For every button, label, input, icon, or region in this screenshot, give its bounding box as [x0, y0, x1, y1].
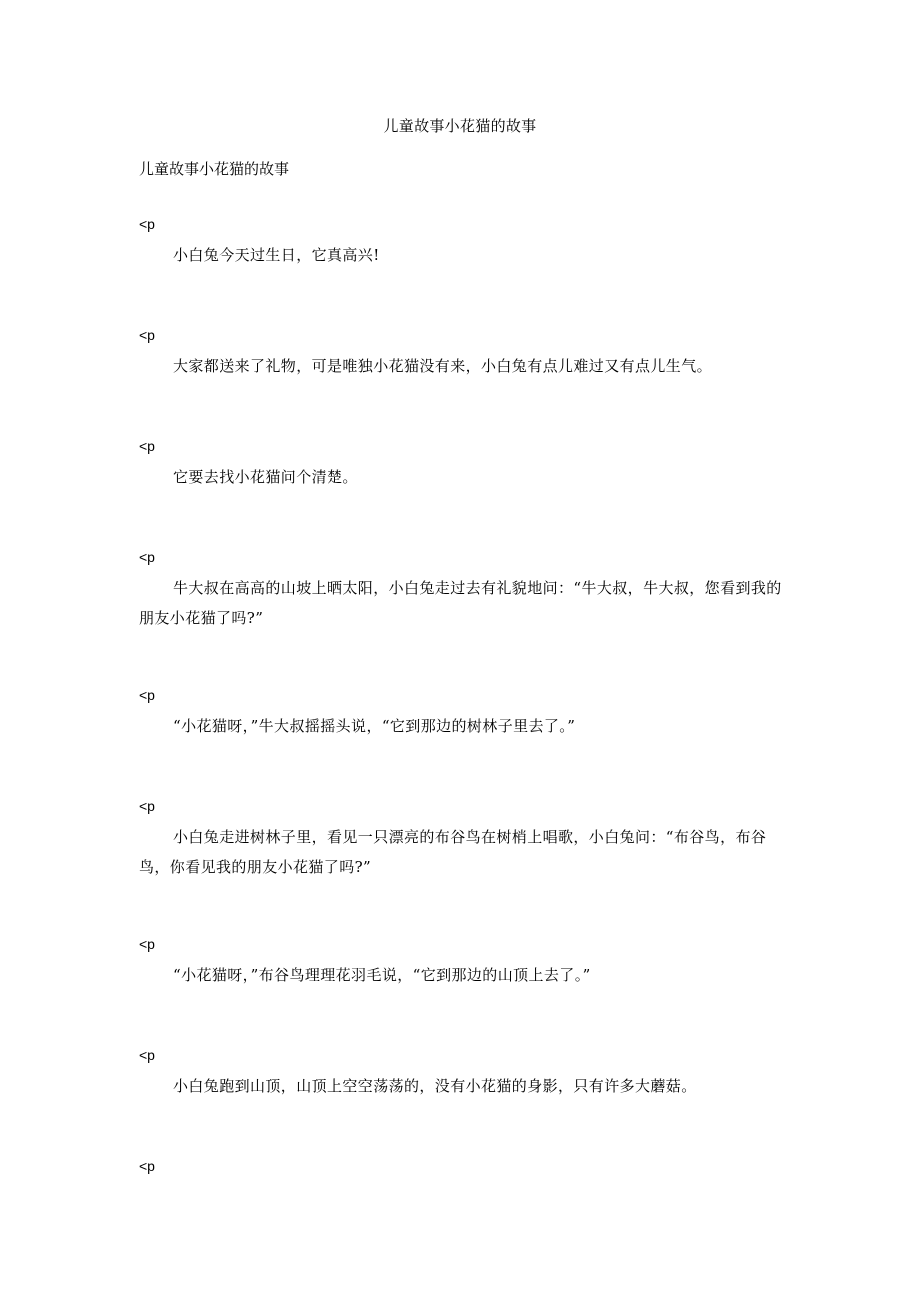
paragraph-block: [139, 797, 784, 882]
paragraph-text: 大家都送来了礼物，可是唯独小花猫没有来，小白兔有点儿难过又有点儿生气。: [173, 357, 713, 375]
paragraph-marker: <p: [139, 798, 155, 814]
paragraph-marker: <p: [139, 327, 155, 343]
paragraph-block: [139, 437, 784, 492]
paragraph-text: 小白兔走进树林子里，看见一只漂亮的布谷鸟在树梢上唱歌，小白兔问：“布谷鸟，布谷鸟，你看见我的朋友小花猫了吗?”: [139, 828, 767, 876]
document-subtitle: 儿童故事小花猫的故事: [139, 160, 290, 178]
paragraph-text: 小白兔今天过生日，它真高兴!: [173, 246, 380, 264]
paragraph-block: [139, 1157, 784, 1175]
paragraph-block: [139, 326, 784, 381]
paragraph-marker: <p: [139, 438, 155, 454]
paragraph-block: [139, 935, 784, 990]
paragraph-marker: <p: [139, 1047, 155, 1063]
paragraph-text: “小花猫呀，”牛大叔摇摇头说，“它到那边的树林子里去了。”: [173, 717, 576, 735]
paragraph-text: 小白兔跑到山顶，山顶上空空荡荡的，没有小花猫的身影，只有许多大蘑菇。: [173, 1077, 697, 1095]
paragraph-text: 牛大叔在高高的山坡上晒太阳，小白兔走过去有礼貌地问：“牛大叔，牛大叔，您看到我的朋友小花猫了吗?”: [139, 579, 782, 627]
paragraph-block: [139, 548, 784, 633]
paragraph-marker: <p: [139, 687, 155, 703]
paragraph-marker: <p: [139, 216, 155, 232]
paragraph-marker: <p: [139, 549, 155, 565]
paragraph-marker: <p: [139, 1158, 155, 1174]
paragraph-block: [139, 215, 784, 270]
document-title: 儿童故事小花猫的故事: [383, 117, 537, 135]
paragraph-marker: <p: [139, 936, 155, 952]
paragraph-text: 它要去找小花猫问个清楚。: [173, 468, 358, 486]
paragraph-block: [139, 1046, 784, 1101]
paragraph-text: “小花猫呀，”布谷鸟理理花羽毛说，“它到那边的山顶上去了。”: [173, 966, 591, 984]
paragraph-block: [139, 686, 784, 741]
